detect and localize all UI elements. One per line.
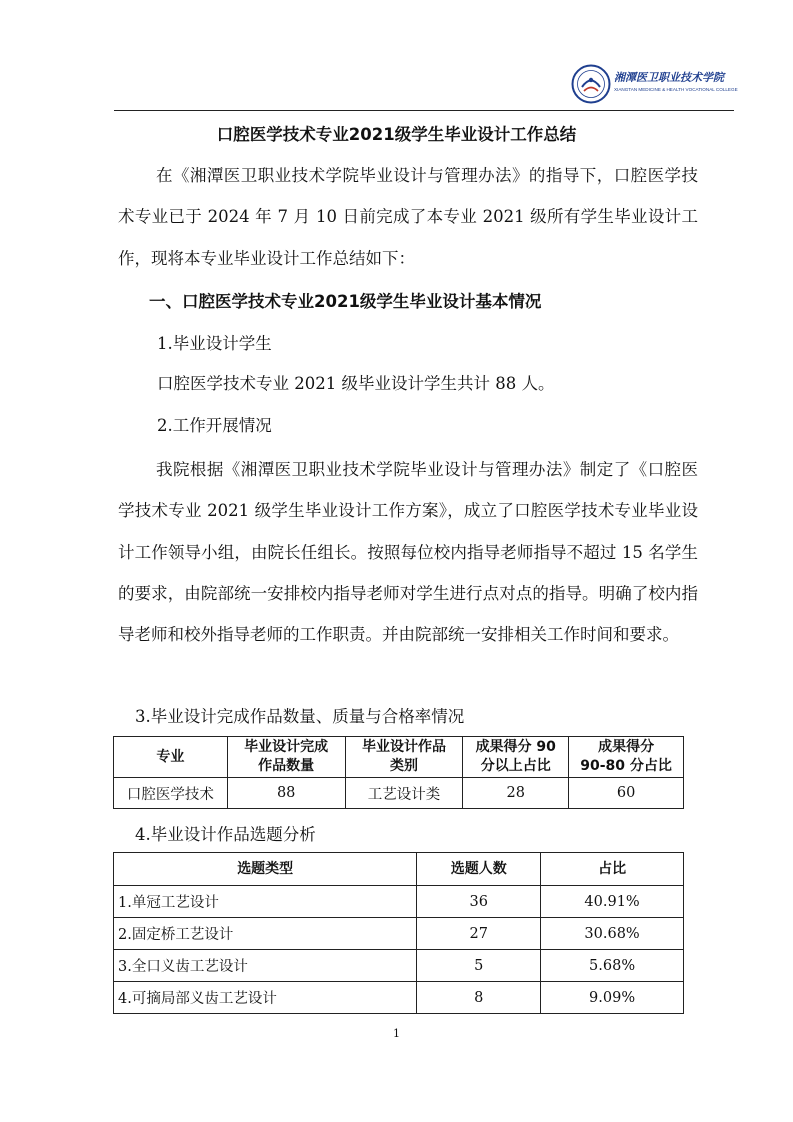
- section-heading: 一、口腔医学技术专业2021级学生毕业设计基本情况: [149, 292, 542, 311]
- table-header-row: [114, 737, 684, 778]
- table-cell: 88: [227, 778, 345, 809]
- table-header-cell: 占比: [541, 853, 684, 886]
- table-cell: 3.全口义齿工艺设计: [114, 950, 417, 982]
- college-logo-icon: [571, 64, 611, 104]
- table-cell: 28: [463, 778, 569, 809]
- table-cell: 8: [417, 982, 541, 1014]
- subheading-topics: 4.毕业设计作品选题分析: [135, 825, 316, 844]
- table-row: [114, 886, 684, 918]
- table-cell: 5: [417, 950, 541, 982]
- quality-table: [113, 736, 684, 809]
- table-row: [114, 982, 684, 1014]
- subheading-students: 1.毕业设计学生: [157, 334, 272, 353]
- table-cell: 工艺设计类: [345, 778, 463, 809]
- page-number: 1: [393, 1027, 400, 1040]
- table-cell: 4.可摘局部义齿工艺设计: [114, 982, 417, 1014]
- table-header-cell: 毕业设计完成 作品数量: [227, 737, 345, 778]
- table-cell: 2.固定桥工艺设计: [114, 918, 417, 950]
- table-row: [114, 918, 684, 950]
- table-header-cell: 成果得分 90 分以上占比: [463, 737, 569, 778]
- students-text: 口腔医学技术专业 2021 级毕业设计学生共计 88 人。: [157, 374, 555, 393]
- table-header-cell: 毕业设计作品 类别: [345, 737, 463, 778]
- table-header-cell: 选题类型: [114, 853, 417, 886]
- table-cell: 口腔医学技术: [114, 778, 228, 809]
- college-name-cn: 湘潭医卫职业技术学院: [614, 71, 724, 84]
- table-cell: 5.68%: [541, 950, 684, 982]
- table-header-cell: 成果得分 90-80 分占比: [569, 737, 684, 778]
- table-cell: 60: [569, 778, 684, 809]
- table-header-cell: 选题人数: [417, 853, 541, 886]
- table-header-cell: 专业: [114, 737, 228, 778]
- table-cell: 40.91%: [541, 886, 684, 918]
- progress-paragraph: 我院根据《湘潭医卫职业技术学院毕业设计与管理办法》制定了《口腔医学技术专业 2021 级学生毕业设计工作方案》，成立了口腔医学技术专业毕业设计工作领导小组，由院长任组长。按照每位校内指导老师指导不超过 15 名学生的要求，由院部统一安排校内指导老师对学生进行点对点的指导。明确了校内指导老师和校外指导老师的工作职责。并由院部统一安排相关工作时间和要求。: [118, 460, 698, 645]
- header-divider: [114, 110, 734, 111]
- table-cell: 27: [417, 918, 541, 950]
- table-cell: 9.09%: [541, 982, 684, 1014]
- college-name-en: XIANGTAN MEDICINE & HEALTH VOCATIONAL COLLEGE: [614, 87, 738, 92]
- subheading-progress: 2.工作开展情况: [157, 416, 272, 435]
- document-title: 口腔医学技术专业2021级学生毕业设计工作总结: [216, 125, 577, 144]
- intro-paragraph: 在《湘潭医卫职业技术学院毕业设计与管理办法》的指导下，口腔医学技术专业已于 2024 年 7 月 10 日前完成了本专业 2021 级所有学生毕业设计工作，现将本专业毕业设计工作总结如下：: [118, 166, 698, 268]
- table-row: [114, 778, 684, 809]
- topic-table: [113, 852, 684, 1014]
- subheading-quality: 3.毕业设计完成作品数量、质量与合格率情况: [135, 707, 465, 726]
- table-row: [114, 950, 684, 982]
- table-cell: 36: [417, 886, 541, 918]
- table-cell: 1.单冠工艺设计: [114, 886, 417, 918]
- table-header-row: [114, 853, 684, 886]
- header-college-name: [614, 69, 739, 92]
- table-cell: 30.68%: [541, 918, 684, 950]
